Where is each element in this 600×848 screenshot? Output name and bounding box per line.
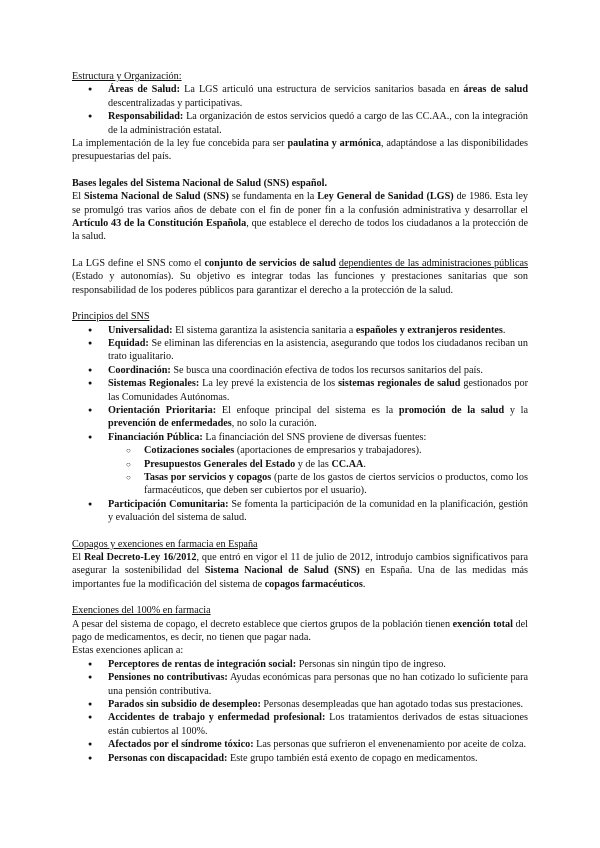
list-item: ● Participación Comunitaria: Se fomenta la participación de la comunidad en la planificación, gestión y evaluación del sistema de salud. xyxy=(72,498,528,525)
list-item: ● Equidad: Se eliminan las diferencias en la asistencia, asegurando que todos los ciudadanos reciban un trato igualitario. xyxy=(72,337,528,364)
principios-list xyxy=(72,324,528,445)
list-item: ● Afectados por el síndrome tóxico: Las personas que sufrieron el envenenamiento por aceite de colza. xyxy=(72,738,528,751)
section-heading-bases: Bases legales del Sistema Nacional de Salud (SNS) español. xyxy=(72,177,327,189)
list-item: ● Personas con discapacidad: Este grupo también está exento de copago en medicamentos. xyxy=(72,752,528,765)
list-item: ● Sistemas Regionales: La ley prevé la existencia de los sistemas regionales de salud gestionados por las Comunidades Autónomas. xyxy=(72,377,528,404)
principios-list-cont xyxy=(72,498,528,525)
financiacion-sublist xyxy=(72,444,528,498)
list-item: ● Financiación Pública: La financiación del SNS proviene de diversas fuentes: xyxy=(72,431,528,444)
section-heading-principios: Principios del SNS xyxy=(72,311,150,323)
list-item: ● Pensiones no contributivas: Ayudas económicas para personas que no han cotizado lo suficiente para una pensión contributiva. xyxy=(72,671,528,698)
section-heading-exenciones: Exenciones del 100% en farmacia xyxy=(72,605,211,617)
section-heading-copagos: Copagos y exenciones en farmacia en España xyxy=(72,538,258,550)
list-item: ● Orientación Prioritaria: El enfoque principal del sistema es la promoción de la salud y la prevención de enfermedades, no solo la curación. xyxy=(72,404,528,431)
exenciones-list xyxy=(72,658,528,765)
list-item: ● Responsabilidad: La organización de estos servicios quedó a cargo de las CC.AA., con la integración de la administración estatal. xyxy=(72,110,528,137)
list-item: ● Coordinación: Se busca una coordinación efectiva de todos los recursos sanitarios del país. xyxy=(72,364,528,377)
paragraph: A pesar del sistema de copago, el decreto establece que ciertos grupos de la población tienen exención total del pago de medicamentos, es decir, no tienen que pagar nada. xyxy=(72,618,528,644)
section-heading-estructura: Estructura y Organización: xyxy=(72,71,182,82)
list-item: ● Perceptores de rentas de integración social: Personas sin ningún tipo de ingreso. xyxy=(72,658,528,671)
paragraph: La implementación de la ley fue concebida para ser paulatina y armónica, adaptándose a las disponibilidades presupuestarias del país. xyxy=(72,138,528,163)
sub-list-item: ○ Presupuestos Generales del Estado y de las CC.AA. xyxy=(72,458,528,471)
paragraph: La LGS define el SNS como el conjunto de servicios de salud dependientes de las administraciones públicas (Estado y autonomías). Su objetivo es integrar todas las funciones y prestaciones sanitarias que son responsabilidad de los poderes públicos para garantizar el derecho a la protección de la salud. xyxy=(72,257,528,296)
list-item: ● Áreas de Salud: La LGS articuló una estructura de servicios sanitarios basada en áreas de salud descentralizadas y participativas. xyxy=(72,83,528,110)
document-body xyxy=(72,70,528,765)
sub-list-item: ○ Cotizaciones sociales (aportaciones de empresarios y trabajadores). xyxy=(72,444,528,457)
sub-list-item: ○ Tasas por servicios y copagos (parte de los gastos de ciertos servicios o productos, como los farmacéuticos, que deben ser cubiertos por el usuario). xyxy=(72,471,528,498)
estructura-list xyxy=(72,83,528,137)
list-item: ● Accidentes de trabajo y enfermedad profesional: Los tratamientos derivados de estas situaciones están cubiertos al 100%. xyxy=(72,711,528,738)
list-item: ● Universalidad: El sistema garantiza la asistencia sanitaria a españoles y extranjeros residentes. xyxy=(72,324,528,337)
paragraph: Estas exenciones aplican a: xyxy=(72,645,184,657)
paragraph: El Sistema Nacional de Salud (SNS) se fundamenta en la Ley General de Sanidad (LGS) de 1986. Esta ley se promulgó tras varios años de debate con el fin de poner fin a la confusión administrativa y desarrollar el Artículo 43 de la Constitución Española, que establece el derecho de todos los ciudadanos a la protección de la salud. xyxy=(72,191,528,243)
list-item: ● Parados sin subsidio de desempleo: Personas desempleadas que han agotado todas sus prestaciones. xyxy=(72,698,528,711)
paragraph: El Real Decreto-Ley 16/2012, que entró en vigor el 11 de julio de 2012, introdujo cambios significativos para asegurar la sostenibilidad del Sistema Nacional de Salud (SNS) en España. Una de las medidas más importantes fue la modificación del sistema de copagos farmacéuticos. xyxy=(72,552,528,590)
